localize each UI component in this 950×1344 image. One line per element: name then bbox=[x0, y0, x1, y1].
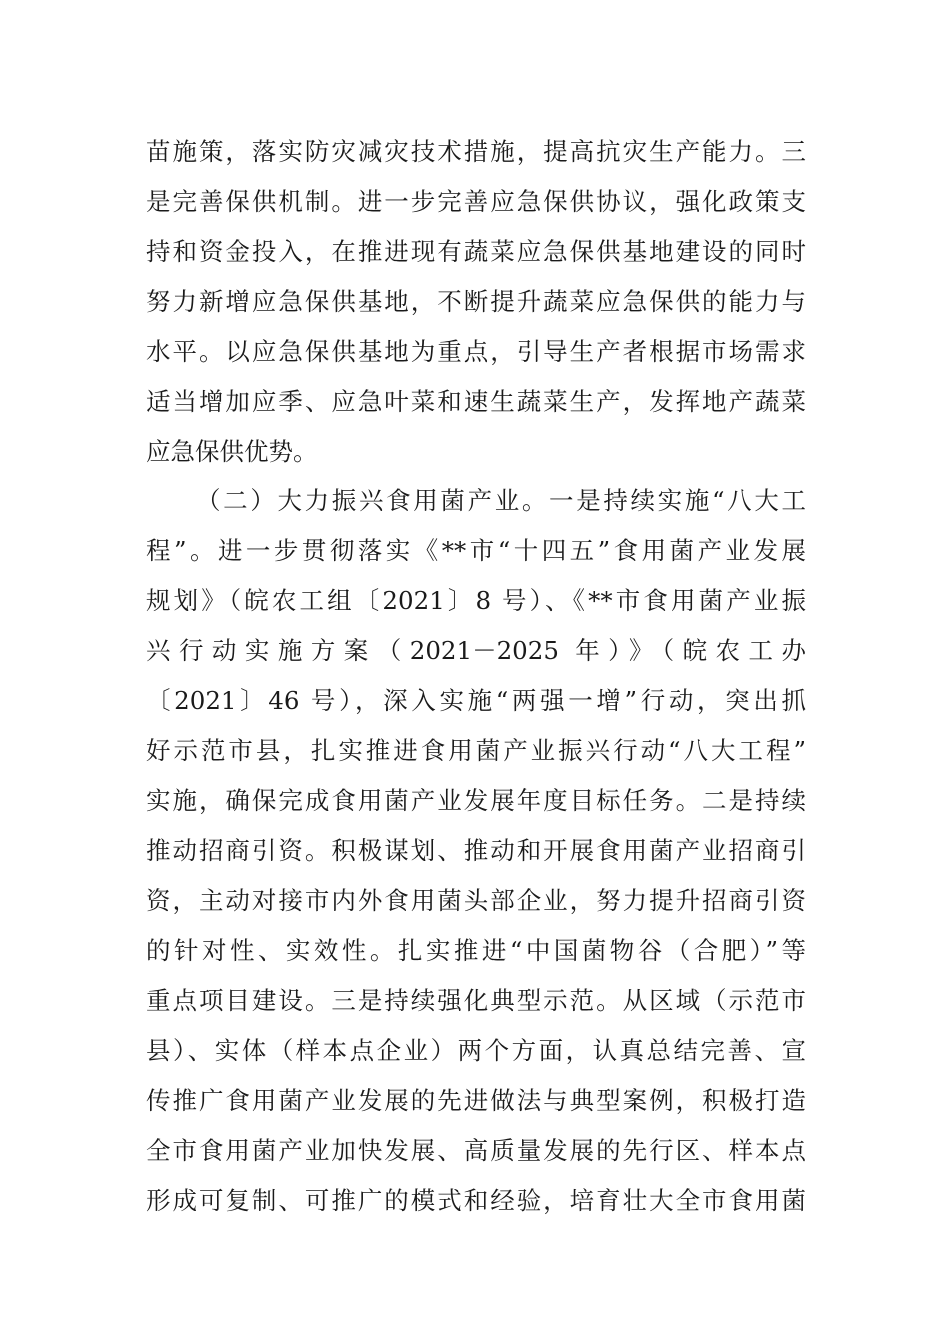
text-line: 持和资金投入，在推进现有蔬菜应急保供基地建设的同时 bbox=[146, 237, 806, 266]
text-line: 〔2021〕46 号），深入实施“两强一增”行动，突出抓 bbox=[146, 686, 806, 715]
text-line: 的针对性、实效性。扎实推进“中国菌物谷（合肥）”等 bbox=[146, 936, 806, 965]
text-line: 规划》（皖农工组〔2021〕8 号）、《**市食用菌产业振 bbox=[146, 586, 806, 615]
text-line: 全市食用菌产业加快发展、高质量发展的先行区、样本点 bbox=[146, 1136, 806, 1165]
paragraph-emergency-supply bbox=[146, 127, 806, 477]
text-line: 形成可复制、可推广的模式和经验，培育壮大全市食用菌 bbox=[146, 1186, 806, 1215]
text-line: 苗施策，落实防灾减灾技术措施，提高抗灾生产能力。三 bbox=[146, 137, 806, 166]
text-line: 好示范市县，扎实推进食用菌产业振兴行动“八大工程” bbox=[146, 736, 806, 765]
text-line: 资，主动对接市内外食用菌头部企业，努力提升招商引资 bbox=[146, 886, 806, 915]
text-line: 努力新增应急保供基地，不断提升蔬菜应急保供的能力与 bbox=[146, 287, 806, 316]
paragraph-edible-fungi bbox=[146, 476, 806, 1226]
text-line: 程”。进一步贯彻落实《**市“十四五”食用菌产业发展 bbox=[146, 536, 806, 565]
text-line: 应急保供优势。 bbox=[146, 437, 318, 466]
text-line: 兴行动实施方案（2021－2025 年）》（皖农工办 bbox=[146, 636, 806, 665]
text-line: 适当增加应季、应急叶菜和速生蔬菜生产，发挥地产蔬菜 bbox=[146, 387, 806, 416]
text-line: 重点项目建设。三是持续强化典型示范。从区域（示范市 bbox=[146, 986, 806, 1015]
text-line: 县）、实体（样本点企业）两个方面，认真总结完善、宣 bbox=[146, 1036, 806, 1065]
text-line: 是完善保供机制。进一步完善应急保供协议，强化政策支 bbox=[146, 187, 806, 216]
text-line: 传推广食用菌产业发展的先进做法与典型案例，积极打造 bbox=[146, 1086, 806, 1115]
text-line: （二）大力振兴食用菌产业。一是持续实施“八大工 bbox=[196, 486, 806, 515]
text-line: 水平。以应急保供基地为重点，引导生产者根据市场需求 bbox=[146, 337, 806, 366]
text-line: 实施，确保完成食用菌产业发展年度目标任务。二是持续 bbox=[146, 786, 806, 815]
text-line: 推动招商引资。积极谋划、推动和开展食用菌产业招商引 bbox=[146, 836, 806, 865]
